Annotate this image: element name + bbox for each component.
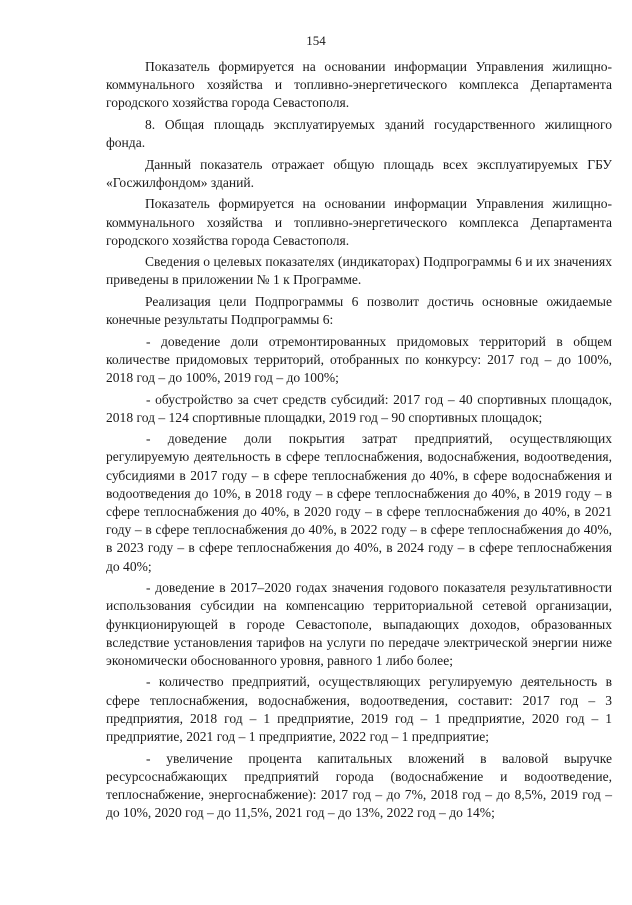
- bullet-capital-investment: - увеличение процента капитальных вложений в валовой выручке ресурсоснабжающих предприятий города (водоснабжение и водоотведение, теплоснабжение, энергоснабжение): 2017 год – до 7%, 2018 год – до 8,5%, 2019 год – до 10%, 2020 год – до 11,5%, 2021 год – до 13%, 2022 год – до 14%;: [106, 750, 612, 821]
- paragraph-indicator-8-description: Данный показатель отражает общую площадь всех эксплуатируемых ГБУ «Госжилфондом» зданий.: [106, 156, 612, 190]
- paragraph-target-indicators: Сведения о целевых показателях (индикаторах) Подпрограммы 6 и их значениях приведены в приложении № 1 к Программе.: [106, 254, 612, 288]
- bullet-sports-grounds: - обустройство за счет средств субсидий: 2017 год – 40 спортивных площадок, 2018 год – 124 спортивные площадки, 2019 год – 90 спортивных площадок;: [106, 391, 612, 425]
- bullet-yard-repair: - доведение доли отремонтированных придомовых территорий в общем количестве придомовых территорий, отобранных по конкурсу: 2017 год – до 100%, 2018 год – до 100%, 2019 год – до 100%;: [106, 333, 612, 386]
- page-number: 154: [306, 33, 326, 48]
- paragraph-expected-results-intro: Реализация цели Подпрограммы 6 позволит достичь основные ожидаемые конечные результаты Подпрограммы 6:: [106, 293, 612, 328]
- bullet-cost-coverage: - доведение доли покрытия затрат предприятий, осуществляющих регулируемую деятельность в сфере теплоснабжения, водоснабжения, водоотведения, субсидиями в 2017 году – в сфере теплоснабжения до 40%, в сфере водоснабжения и водоотведения до 10%, в 2018 году – в сфере теплоснабжения до 40%, в 2019 году – в сфере теплоснабжения до 40%, в 2020 году – в сфере теплоснабжения до 40%, в 2021 году – в сфере теплоснабжения до 40%, в 2022 году – в сфере теплоснабжения до 40%, в 2023 году – в сфере теплоснабжения до 40%, в 2024 году – в сфере теплоснабжения до 40%;: [106, 431, 612, 574]
- bullet-enterprise-count: - количество предприятий, осуществляющих регулируемую деятельность в сфере теплоснабжения, водоснабжения, водоотведения, составит: 2017 год – 3 предприятия, 2018 год – 1 предприятие, 2019 год – 1 предприятие, 2020 год – 1 предприятие, 2021 год – 1 предприятие, 2022 год – 1 предприятие;: [106, 674, 612, 745]
- paragraph-indicator-8-title: 8. Общая площадь эксплуатируемых зданий государственного жилищного фонда.: [106, 116, 612, 151]
- document-body: [106, 58, 612, 822]
- paragraph-info-source-1: Показатель формируется на основании информации Управления жилищно-коммунального хозяйства и топливно-энергетического комплекса Департамента городского хозяйства города Севастополя.: [106, 59, 612, 111]
- bullet-subsidy-performance: - доведение в 2017–2020 годах значения годового показателя результативности использования субсидии на компенсацию территориальной сетевой организации, функционирующей в городе Севастополе, выпадающих доходов, образованных вследствие установления тарифов на услуги по передаче электрической энергии ниже экономически обоснованного уровня, равного 1 либо более;: [106, 580, 612, 668]
- paragraph-info-source-2: Показатель формируется на основании информации Управления жилищно-коммунального хозяйства и топливно-энергетического комплекса Департамента городского хозяйства города Севастополя.: [106, 196, 612, 248]
